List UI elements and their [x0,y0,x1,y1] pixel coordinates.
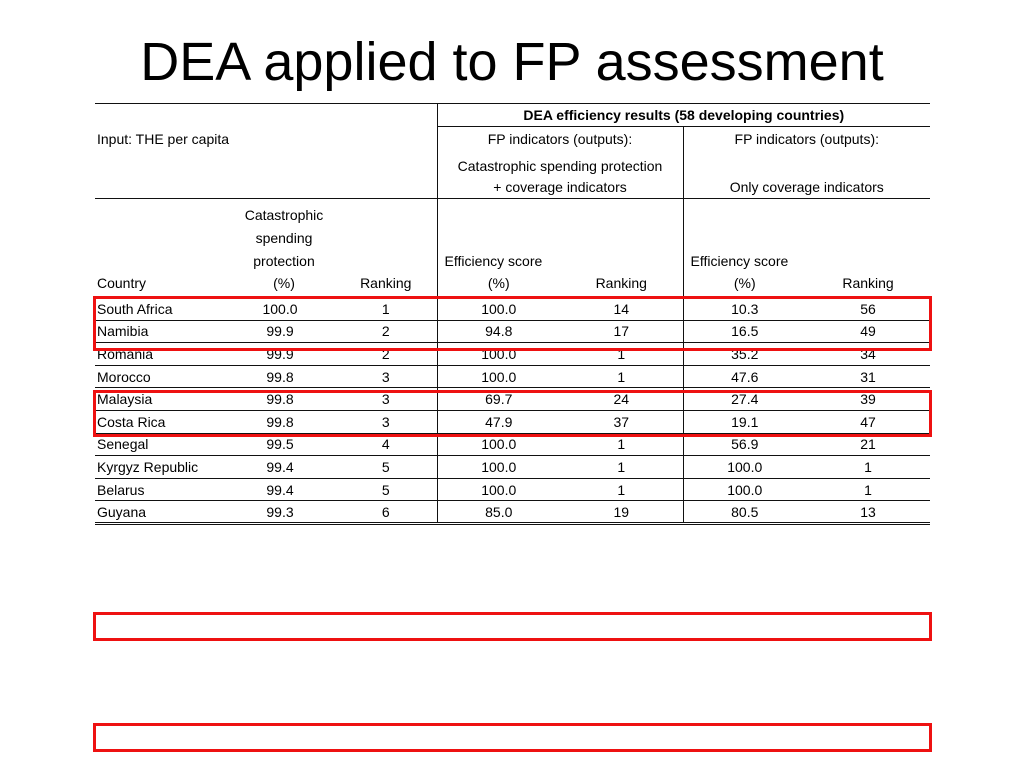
cell-ranking: 3 [335,410,437,433]
column-header-catastrophic-protection [233,199,335,298]
cell-country: Romania [95,343,233,366]
cell-country: South Africa [95,298,233,321]
cell-efficiency-score-1: 100.0 [437,365,560,388]
cell-ranking-1: 1 [560,478,683,501]
column-header-text: Efficiency score [690,252,789,269]
input-label: Input: THE per capita [95,127,437,199]
highlight-box-empty-2 [93,723,932,752]
cell-ranking-2: 21 [806,433,930,456]
table-row [95,456,930,479]
output-label-row [95,127,930,151]
cell-efficiency-score-2: 47.6 [683,365,806,388]
cell-ranking-1: 1 [560,433,683,456]
cell-efficiency-score-2: 27.4 [683,388,806,411]
cell-ranking-1: 37 [560,410,683,433]
column-header-ranking-2: Ranking [806,199,930,298]
output-group-1-description-line-1: Catastrophic spending protection [437,151,683,177]
cell-country: Costa Rica [95,410,233,433]
cell-catastrophic-protection: 99.9 [233,343,335,366]
cell-ranking-1: 19 [560,501,683,524]
cell-efficiency-score-2: 35.2 [683,343,806,366]
cell-country: Guyana [95,501,233,524]
cell-efficiency-score-1: 100.0 [437,478,560,501]
cell-ranking-2: 49 [806,320,930,343]
cell-ranking-2: 56 [806,298,930,321]
column-header-unit: (%) [487,275,510,292]
column-header-unit: (%) [273,275,295,292]
cell-ranking-1: 1 [560,343,683,366]
cell-catastrophic-protection: 99.8 [233,365,335,388]
column-header-ranking-1: Ranking [560,199,683,298]
output-group-1-label: FP indicators (outputs): [437,127,683,151]
column-header-text: protection [253,252,315,269]
table-row [95,478,930,501]
cell-efficiency-score-1: 85.0 [437,501,560,524]
column-header-text: spending [255,229,313,246]
cell-ranking-1: 1 [560,365,683,388]
cell-efficiency-score-1: 69.7 [437,388,560,411]
cell-efficiency-score-2: 19.1 [683,410,806,433]
column-header-efficiency-score-2 [683,199,806,298]
cell-ranking-1: 17 [560,320,683,343]
cell-efficiency-score-2: 100.0 [683,478,806,501]
cell-ranking-1: 1 [560,456,683,479]
column-header-text: Catastrophic [244,207,324,224]
cell-country: Senegal [95,433,233,456]
highlight-box-malaysia-costa-rica [93,390,932,437]
column-header-ranking: Ranking [335,199,437,298]
cell-ranking: 2 [335,343,437,366]
cell-catastrophic-protection: 99.8 [233,388,335,411]
cell-efficiency-score-1: 100.0 [437,298,560,321]
cell-country: Morocco [95,365,233,388]
cell-catastrophic-protection: 99.4 [233,478,335,501]
cell-ranking-2: 34 [806,343,930,366]
cell-efficiency-score-2: 56.9 [683,433,806,456]
slide-title: DEA applied to FP assessment [140,32,884,92]
cell-ranking: 5 [335,478,437,501]
output-group-2-description: Only coverage indicators [683,177,930,199]
cell-ranking-2: 13 [806,501,930,524]
cell-ranking: 4 [335,433,437,456]
cell-country: Namibia [95,320,233,343]
cell-ranking: 6 [335,501,437,524]
cell-ranking-2: 39 [806,388,930,411]
cell-catastrophic-protection: 99.5 [233,433,335,456]
highlight-box-south-africa-namibia [93,296,932,351]
cell-efficiency-score-1: 100.0 [437,456,560,479]
cell-catastrophic-protection: 99.3 [233,501,335,524]
table-header [95,104,930,298]
cell-country: Kyrgyz Republic [95,456,233,479]
table-row [95,501,930,524]
cell-catastrophic-protection: 99.4 [233,456,335,479]
cell-efficiency-score-1: 94.8 [437,320,560,343]
cell-efficiency-score-2: 80.5 [683,501,806,524]
cell-ranking-1: 24 [560,388,683,411]
cell-catastrophic-protection: 100.0 [233,298,335,321]
output-group-2-label: FP indicators (outputs): [683,127,930,151]
cell-catastrophic-protection: 99.8 [233,410,335,433]
cell-ranking: 3 [335,365,437,388]
highlight-box-empty-1 [93,612,932,641]
cell-ranking: 5 [335,456,437,479]
dea-results-header: DEA efficiency results (58 developing countries) [437,104,930,127]
empty-cell [95,104,437,127]
cell-ranking: 3 [335,388,437,411]
column-header-text: Efficiency score [444,252,543,269]
column-header-row [95,199,930,298]
table-row [95,365,930,388]
cell-efficiency-score-2: 16.5 [683,320,806,343]
cell-efficiency-score-1: 47.9 [437,410,560,433]
cell-efficiency-score-1: 100.0 [437,433,560,456]
cell-ranking-1: 14 [560,298,683,321]
cell-ranking-2: 47 [806,410,930,433]
cell-efficiency-score-2: 10.3 [683,298,806,321]
column-header-unit: (%) [733,275,756,292]
cell-country: Malaysia [95,388,233,411]
empty-cell [683,151,930,177]
cell-efficiency-score-2: 100.0 [683,456,806,479]
cell-ranking-2: 1 [806,478,930,501]
group-header-row [95,104,930,127]
cell-ranking-2: 31 [806,365,930,388]
cell-efficiency-score-1: 100.0 [437,343,560,366]
column-header-efficiency-score-1 [437,199,560,298]
cell-ranking: 1 [335,298,437,321]
cell-country: Belarus [95,478,233,501]
output-group-1-description-line-2: + coverage indicators [437,177,683,199]
cell-ranking: 2 [335,320,437,343]
column-header-country: Country [95,199,233,298]
cell-ranking-2: 1 [806,456,930,479]
cell-catastrophic-protection: 99.9 [233,320,335,343]
